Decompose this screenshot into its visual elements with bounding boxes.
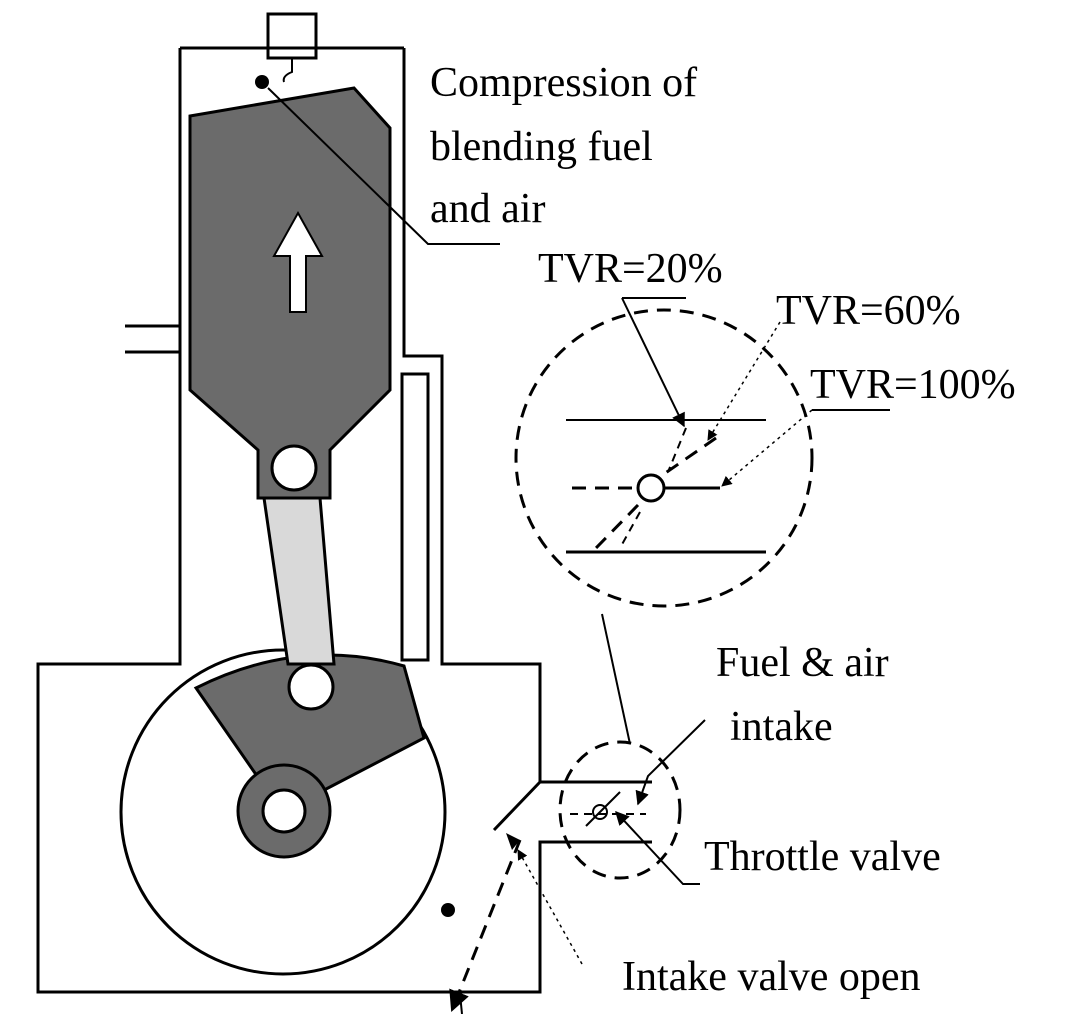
tvr-100-label: TVR=100% (810, 362, 1016, 408)
tvr-20-label: TVR=20% (538, 246, 723, 292)
piston (190, 88, 390, 498)
crank-web (196, 655, 424, 857)
intake-valve-open-label: Intake valve open (622, 954, 921, 1000)
crankcase-dot (441, 903, 455, 917)
compression-label-line3: and air (430, 186, 546, 232)
fuel-air-intake-label-line2: intake (730, 704, 833, 750)
top-dot (255, 75, 269, 89)
compression-label-line2: blending fuel (430, 124, 653, 170)
fuel-air-intake-label-line1: Fuel & air (716, 640, 889, 686)
compression-label-line1: Compression of (430, 60, 698, 106)
connecting-rod (264, 498, 334, 664)
throttle-valve-label: Throttle valve (704, 834, 941, 880)
tvr-60-label: TVR=60% (776, 288, 961, 334)
